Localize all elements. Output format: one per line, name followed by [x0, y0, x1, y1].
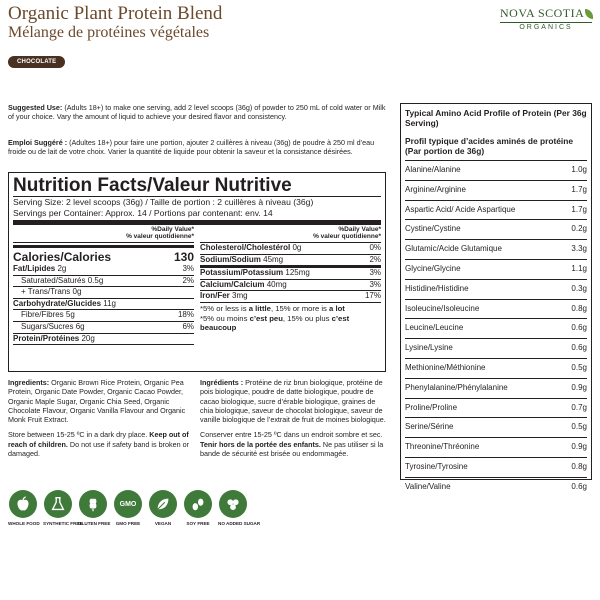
amino-row: Tyrosine/Tyrosine 0.8g: [405, 458, 587, 478]
nutrition-title: Nutrition Facts/Valeur Nutritive: [13, 175, 292, 196]
badge-label: GLUTEN FREE: [78, 521, 111, 526]
servings-per-container: Servings per Container: Approx. 14 / Portions par contenant: env. 14: [13, 207, 273, 218]
brand-logo: [500, 6, 592, 31]
amino-title-fr: Profil typique d’acides aminés de protéine (Par portion de 36g): [405, 136, 574, 156]
badge: [43, 490, 83, 526]
amino-row: Isoleucine/Isoleucine 0.8g: [405, 300, 587, 320]
nutrient-row: Potassium/Potassium 125mg 3%: [200, 268, 381, 280]
amino-row: Lysine/Lysine 0.6g: [405, 339, 587, 359]
product-subtitle: Mélange de protéines végétales: [8, 24, 210, 41]
badge: [218, 490, 261, 526]
flavor-badge: CHOCOLATE: [8, 56, 65, 68]
nutrient-row: Fibre/Fibres 5g 18%: [13, 310, 194, 322]
amino-row: Histidine/Histidine 0.3g: [405, 280, 587, 300]
badge: [8, 490, 38, 526]
amino-row: Aspartic Acid/ Acide Aspartique 1.7g: [405, 201, 587, 221]
nutrient-row: Sodium/Sodium 45mg 2%: [200, 255, 381, 269]
nutrient-row: Saturated/Saturés 0.5g 2%: [13, 276, 194, 288]
flask-icon: [44, 490, 72, 518]
footnote-en: *5% or less is a little, 15% or more is a lot: [200, 303, 345, 313]
gmo-icon: GMO: [114, 490, 142, 518]
badge-row: [8, 490, 261, 526]
footnote-fr: *5% ou moins c’est peu, 15% ou plus c’est beaucoup: [200, 313, 350, 332]
amino-row: Valine/Valine 0.6g: [405, 481, 587, 491]
brand-subname: ORGANICS: [500, 22, 592, 31]
daily-value-header: %Daily Value* % valeur quotidienne*: [13, 225, 194, 243]
leaf-icon: [149, 490, 177, 518]
badge-label: SYNTHETIC FREE: [43, 521, 83, 526]
badge: [113, 490, 143, 526]
badge-label: VEGAN: [154, 521, 172, 526]
nutrient-row: Iron/Fer 3mg 17%: [200, 291, 381, 303]
badge-label: GMO FREE: [115, 521, 141, 526]
amino-row: Leucine/Leucine 0.6g: [405, 319, 587, 339]
amino-row: Glycine/Glycine 1.1g: [405, 260, 587, 280]
nutrient-row: Protein/Protéines 20g: [13, 334, 194, 346]
nutrient-row: Cholesterol/Cholestérol 0g 0%: [200, 243, 381, 255]
nutrition-right-column: [200, 225, 381, 355]
suggested-use-fr: Emploi Suggéré : (Adultes 18+) pour faire une portion, ajouter 2 cuillères à niveau (36g) de poudre à 250 ml d’eau froide ou de lait de votre choix. Varier la quantité de liquide pour obtenir la saveur et la consistance désirées.: [8, 138, 375, 156]
wheat-icon: [79, 490, 107, 518]
soy-icon: [184, 490, 212, 518]
nutrient-row: Fat/Lipides 2g 3%: [13, 264, 194, 276]
amino-row: Serine/Sérine 0.5g: [405, 418, 587, 438]
amino-row: Phenylalanine/Phénylalanine 0.9g: [405, 379, 587, 399]
calories-row: Calories/Calories 130: [13, 245, 194, 264]
badge: [78, 490, 111, 526]
badge-label: WHOLE FOOD: [8, 521, 40, 526]
nutrient-row: Calcium/Calcium 40mg 3%: [200, 280, 381, 292]
daily-value-header: %Daily Value* % valeur quotidienne*: [200, 225, 381, 243]
product-title: Organic Plant Protein Blend: [8, 3, 223, 24]
nutrition-facts-table: [8, 172, 386, 372]
amino-row: Arginine/Arginine 1.7g: [405, 181, 587, 201]
amino-row: Proline/Proline 0.7g: [405, 399, 587, 419]
nutrient-row: + Trans/Trans 0g: [13, 287, 194, 299]
amino-acid-table: [400, 103, 592, 491]
amino-row: Threonine/Thréonine 0.9g: [405, 438, 587, 458]
amino-title-en: Typical Amino Acid Profile of Protein (Per 36g Serving): [405, 108, 587, 128]
amino-row: Methionine/Méthionine 0.5g: [405, 359, 587, 379]
amino-row: Alanine/Alanine 1.0g: [405, 161, 587, 181]
ingredients-en: Ingredients: Organic Brown Rice Protein, Organic Pea Protein, Organic Date Powder, Organic Cacao Powder, Organic Maple Sugar, Organic Chia Seed, Organic Chocolate Flavour, Organic Vanilla Flavour and Organic Monk Fruit Extract. Store between 15-25 ºC in a dark dry place. Keep out of reach of children. Do not use if safety band is broken or damaged.: [8, 378, 189, 459]
leaf-icon: [585, 9, 593, 19]
ingredients-fr: Ingrédients : Protéine de riz brun biologique, protéine de pois biologique, poudre de datte biologique, poudre de cacao biologique, sucre d’érable biologique, graines de chia biologique, saveur de chocolat biologique, saveur de vanille biologique de l’extrait de fruit de moines biologique. Conserver entre 15-25 ºC dans un endroit sombre et sec. Tenir hors de la portée des enfants. Ne pas utiliser si la bande de sécurité est brisée ou endommagée.: [200, 378, 386, 459]
nutrient-row: Carbohydrate/Glucides 11g: [13, 299, 194, 311]
badge-label: SOY FREE: [186, 521, 210, 526]
brand-name: NOVA SCOTIA: [500, 6, 585, 20]
suggested-use-en: Suggested Use: (Adults 18+) to make one serving, add 2 level scoops (36g) of powder to 250 mL of cold water or Milk of your choice. Vary the amount of liquid to achieve your desired flavor and consistency.: [8, 103, 386, 121]
apple-icon: [9, 490, 37, 518]
badge: [183, 490, 213, 526]
nutrient-row: Sugars/Sucres 6g 6%: [13, 322, 194, 334]
amino-row: Glutamic/Acide Glutamique 3.3g: [405, 240, 587, 260]
nutrition-left-column: [13, 225, 194, 355]
amino-row: Cystine/Cystine 0.2g: [405, 220, 587, 240]
serving-size: Serving Size: 2 level scoops (36g) / Taille de portion : 2 cuillères à niveau (36g): [13, 197, 314, 207]
sugar-icon: [219, 490, 247, 518]
badge-label: NO ADDED SUGAR: [218, 521, 261, 526]
badge: [148, 490, 178, 526]
